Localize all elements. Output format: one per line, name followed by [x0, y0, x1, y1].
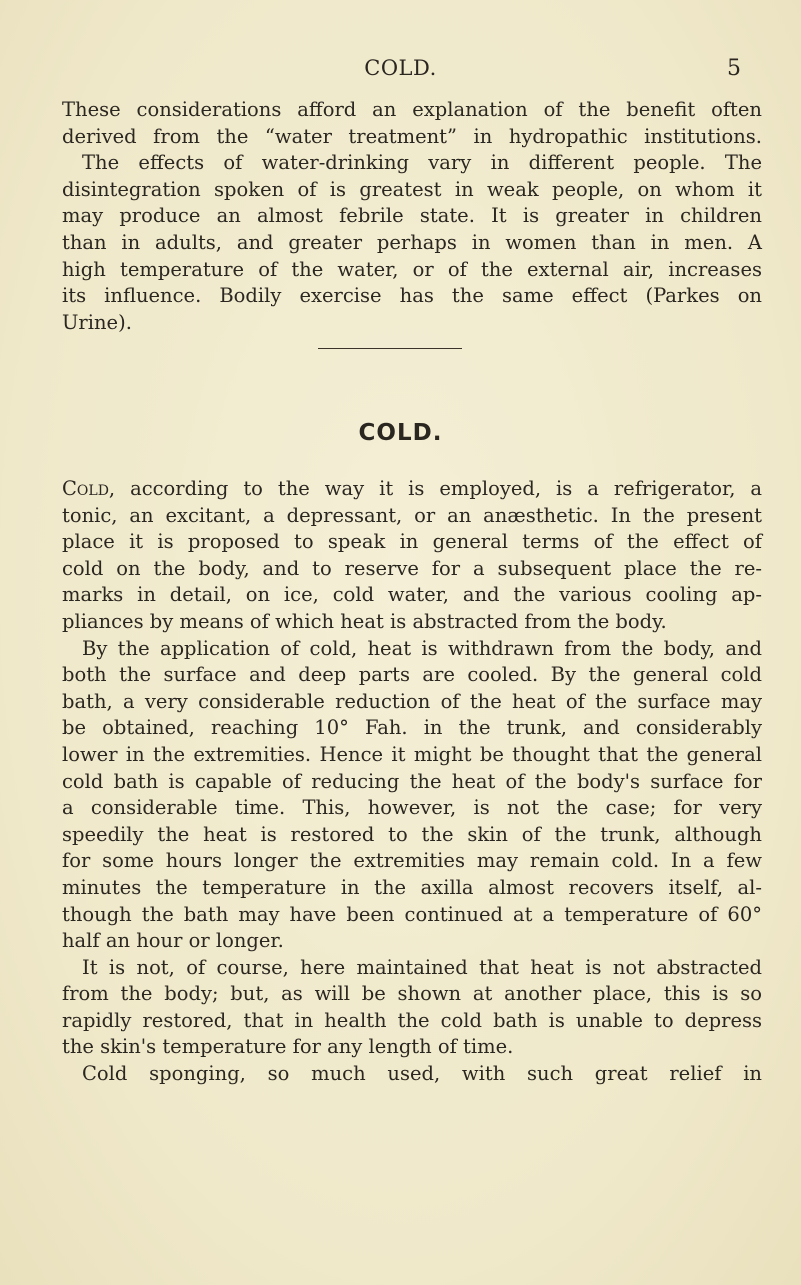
cold-section-body [62, 476, 762, 1088]
text-line: Cold sponging, so much used, with such great relief in [82, 1062, 762, 1086]
section-heading: COLD. [358, 420, 443, 446]
running-title: COLD. [364, 56, 437, 80]
intro-paragraphs [62, 97, 762, 336]
section-divider [318, 348, 462, 349]
text-line: derived from the “water treatment” in hydropathic institutions. [62, 124, 762, 148]
text-line: for some hours longer the extremities may remain cold. In a few [62, 849, 762, 873]
text-line: tonic, an excitant, a depressant, or an anæsthetic. In the present [62, 503, 762, 527]
text-line: minutes the temperature in the axilla almost recovers itself, al- [62, 875, 762, 899]
text-line: These considerations afford an explanation of the benefit often [62, 98, 762, 121]
text-line: than in adults, and greater perhaps in women than in men. A [62, 230, 762, 254]
text-line: half an hour or longer. [62, 929, 284, 953]
text-line [62, 476, 762, 503]
text-line: disintegration spoken of is greatest in weak people, on whom it [62, 177, 762, 201]
text-line: cold on the body, and to reserve for a subsequent place the re- [62, 556, 762, 580]
text-line: be obtained, reaching 10° Fah. in the trunk, and considerably [62, 716, 762, 740]
text-line: the skin's temperature for any length of time. [62, 1035, 514, 1059]
text-line: rapidly restored, that in health the cold bath is unable to depress [62, 1008, 762, 1032]
text-line: both the surface and deep parts are cooled. By the general cold [62, 663, 762, 687]
text-line: pliances by means of which heat is abstracted from the body. [62, 609, 667, 633]
text-line: speedily the heat is restored to the skin of the trunk, although [62, 822, 762, 846]
text-line: its influence. Bodily exercise has the same effect (Parkes on [62, 284, 762, 308]
text-line: though the bath may have been continued at a temperature of 60° [62, 902, 762, 926]
lead-word: Cold, [62, 477, 116, 500]
text-line: The effects of water-drinking vary in different people. The [82, 151, 762, 175]
text-line: place it is proposed to speak in general terms of the effect of [62, 530, 762, 554]
page-header [0, 56, 801, 86]
text-line: high temperature of the water, or of the external air, increases [62, 257, 762, 281]
text-line: cold bath is capable of reducing the heat of the body's surface for [62, 769, 762, 793]
text-line: a considerable time. This, however, is not the case; for very [62, 796, 762, 820]
lead-line-rest: according to the way it is employed, is a refrigerator, a [115, 477, 762, 500]
text-line: from the body; but, as will be shown at another place, this is so [62, 982, 762, 1006]
text-line: lower in the extremities. Hence it might be thought that the general [62, 742, 762, 766]
text-line: Urine). [62, 310, 132, 334]
text-line: marks in detail, on ice, cold water, and the various cooling ap- [62, 583, 762, 607]
text-line: It is not, of course, here maintained that heat is not abstracted [82, 955, 762, 979]
text-line: bath, a very considerable reduction of the heat of the surface may [62, 689, 762, 713]
text-line: may produce an almost febrile state. It is greater in children [62, 204, 762, 228]
text-line: By the application of cold, heat is withdrawn from the body, and [82, 636, 762, 660]
page-number: 5 [727, 56, 741, 81]
